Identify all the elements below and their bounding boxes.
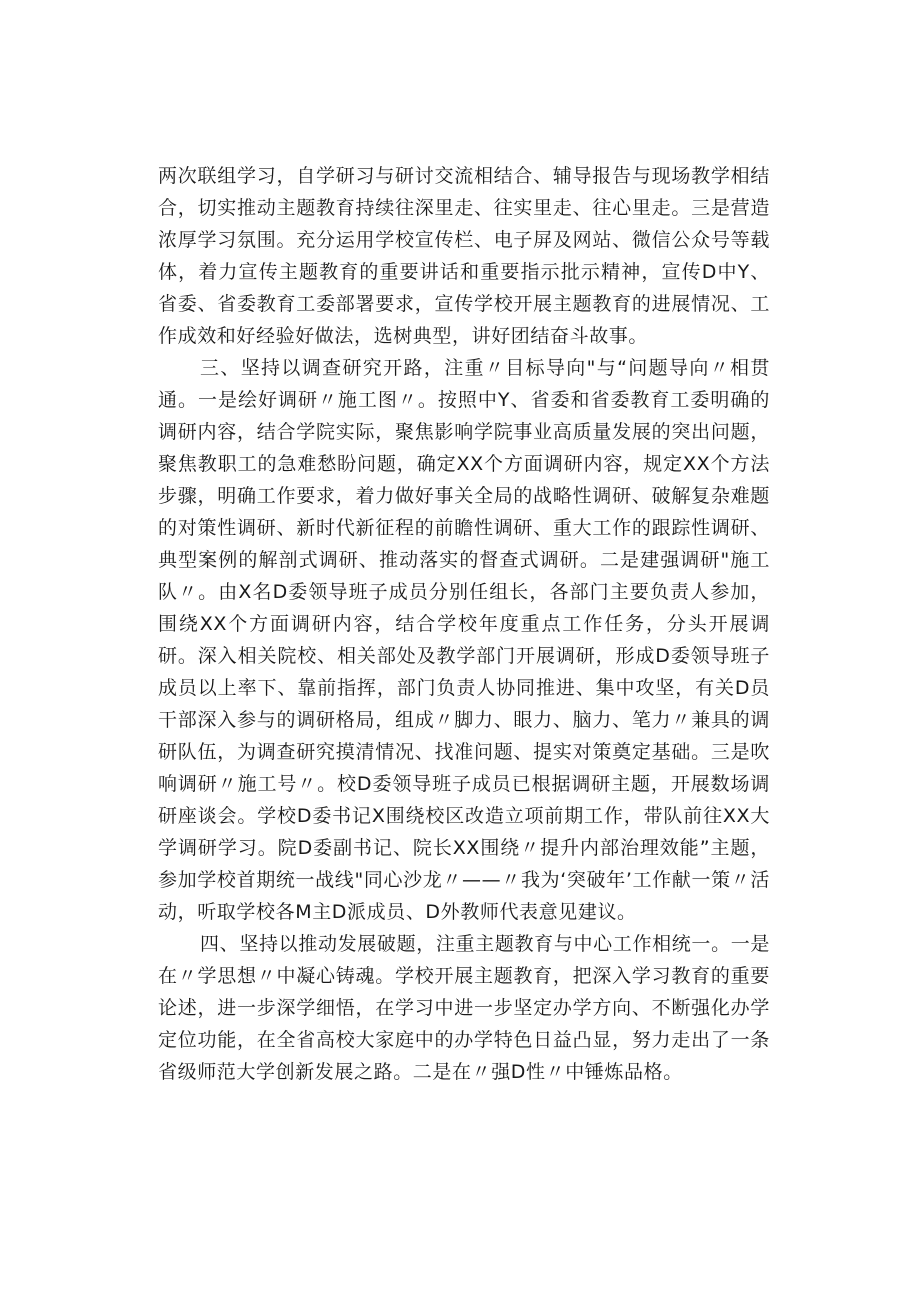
document-body — [158, 160, 770, 1088]
paragraph-section-four: 四、坚持以推动发展破题，注重主题教育与中心工作相统一。一是在〃学思想〃中凝心铸魂。学校开展主题教育，把深入学习教育的重要论述，进一步深学细悟，在学习中进一步坚定办学方向、不断强化办学定位功能，在全省高校大家庭中的办学特色日益凸显，努力走出了一条省级师范大学创新发展之路。二是在〃强D性〃中锤炼品格。 — [158, 933, 770, 1083]
paragraph-section-three: 三、坚持以调查研究开路，注重〃目标导向"与“问题导向〃相贯通。一是绘好调研〃施工图〃。按照中Y、省委和省委教育工委明确的调研内容，结合学院实际，聚焦影响学院事业高质量发展的突出问题，聚焦教职工的急难愁盼问题，确定XX个方面调研内容，规定XX个方法步骤，明确工作要求，着力做好事关全局的战略性调研、破解复杂难题的对策性调研、新时代新征程的前瞻性调研、重大工作的跟踪性调研、典型案例的解剖式调研、推动落实的督查式调研。二是建强调研"施工队〃。由X名D委领导班子成员分别任组长，各部门主要负责人参加，围绕XX个方面调研内容，结合学校年度重点工作任务，分头开展调研。深入相关院校、相关部处及教学部门开展调研，形成D委领导班子成员以上率下、靠前指挥，部门负责人协同推进、集中攻坚，有关D员干部深入参与的调研格局，组成〃脚力、眼力、脑力、笔力〃兼具的调研队伍，为调查研究摸清情况、找准问题、提实对策奠定基础。三是吹响调研〃施工号〃。校D委领导班子成员已根据调研主题，开展数场调研座谈会。学校D委书记X围绕校区改造立项前期工作，带队前往XX大学调研学习。院D委副书记、院长XX围绕〃提升内部治理效能”主题，参加学校首期统一战线"同心沙龙〃——〃我为‘突破年’工作献一策〃活动，听取学校各M主D派成员、D外教师代表意见建议。 — [158, 357, 770, 923]
paragraph-continuation: 两次联组学习，自学研习与研讨交流相结合、辅导报告与现场教学相结合，切实推动主题教育持续往深里走、往实里走、往心里走。三是营造浓厚学习氛围。充分运用学校宣传栏、电子屏及网站、微信公众号等载体，着力宣传主题教育的重要讲话和重要指示批示精神，宣传D中Y、省委、省委教育工委部署要求，宣传学校开展主题教育的进展情况、工作成效和好经验好做法，选树典型，讲好团结奋斗故事。 — [158, 165, 770, 347]
